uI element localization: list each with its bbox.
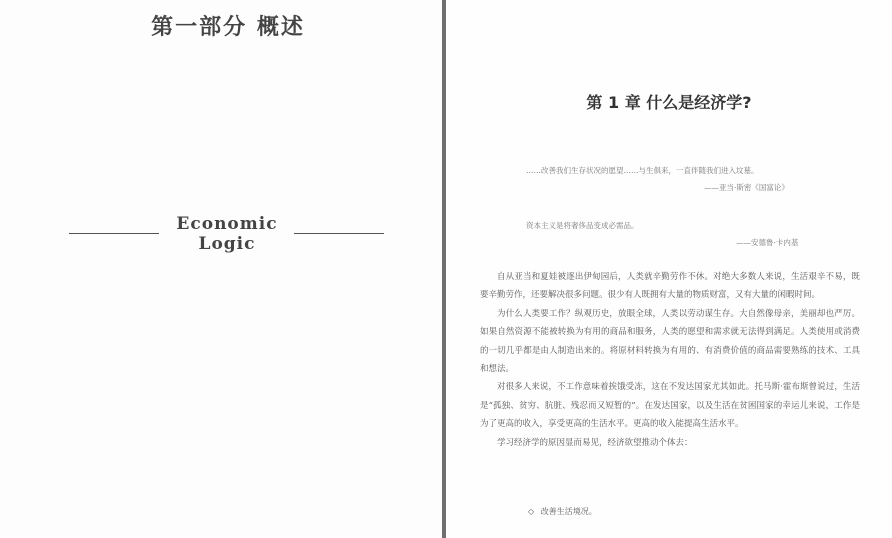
part-subtitle: [160, 214, 294, 254]
epigraph-1-text: ……改善我们生存状况的愿望……与生俱来，一直伴随我们进入坟墓。: [526, 166, 759, 175]
paragraph: 对很多人来说，不工作意味着挨饿受冻，这在不发达国家尤其如此。托马斯·霍布斯曾说过，生活是“孤独、贫穷、肮脏、残忍而又短暂的”。在发达国家，以及生活在贫困国家的幸运儿来说，工作是为了更高的收入，享受更高的生活水平。更高的收入能提高生活水平。: [480, 382, 860, 430]
epigraph-2-text: 资本主义是将奢侈品变成必需品。: [526, 221, 639, 230]
chapter-title: 第 1 章 什么是经济学?: [586, 93, 752, 112]
right-page: [446, 0, 892, 538]
left-page: [0, 0, 442, 538]
bullet-item: [528, 506, 597, 517]
right-rule: [294, 233, 384, 234]
bullet-text: 改善生活境况。: [540, 507, 597, 516]
paragraph: 自从亚当和夏娃被逐出伊甸园后，人类就辛勤劳作不休。对绝大多数人来说，生活艰辛不易，既要辛勤劳作，还要解决很多问题。很少有人既拥有大量的物质财富，又有大量的闲暇时间。: [480, 272, 860, 301]
left-rule: [69, 233, 159, 234]
part-title: 第一部分 概述: [151, 14, 305, 40]
paragraph: 为什么人类要工作？纵观历史，放眼全球，人类以劳动谋生存。大自然像母亲，美丽却也严厉。如果自然资源不能被转换为有用的商品和服务，人类的愿望和需求就无法得到满足。人类使用或消费的一切几乎都是由人制造出来的。将原材料转换为有用的、有消费价值的商品需要熟练的技术、工具和想法。: [480, 308, 860, 375]
chapter-body: [480, 268, 860, 452]
subtitle-line-1: Economic: [176, 214, 278, 234]
epigraph-1-attribution: ——亚当·斯密《国富论》: [704, 183, 789, 192]
epigraph-2-attribution: ——安德鲁·卡内基: [736, 238, 799, 247]
diamond-bullet-icon: ◇: [528, 507, 535, 516]
paragraph: 学习经济学的原因显而易见，经济欲望推动个体去：: [497, 437, 693, 448]
subtitle-line-2: Logic: [198, 234, 256, 254]
